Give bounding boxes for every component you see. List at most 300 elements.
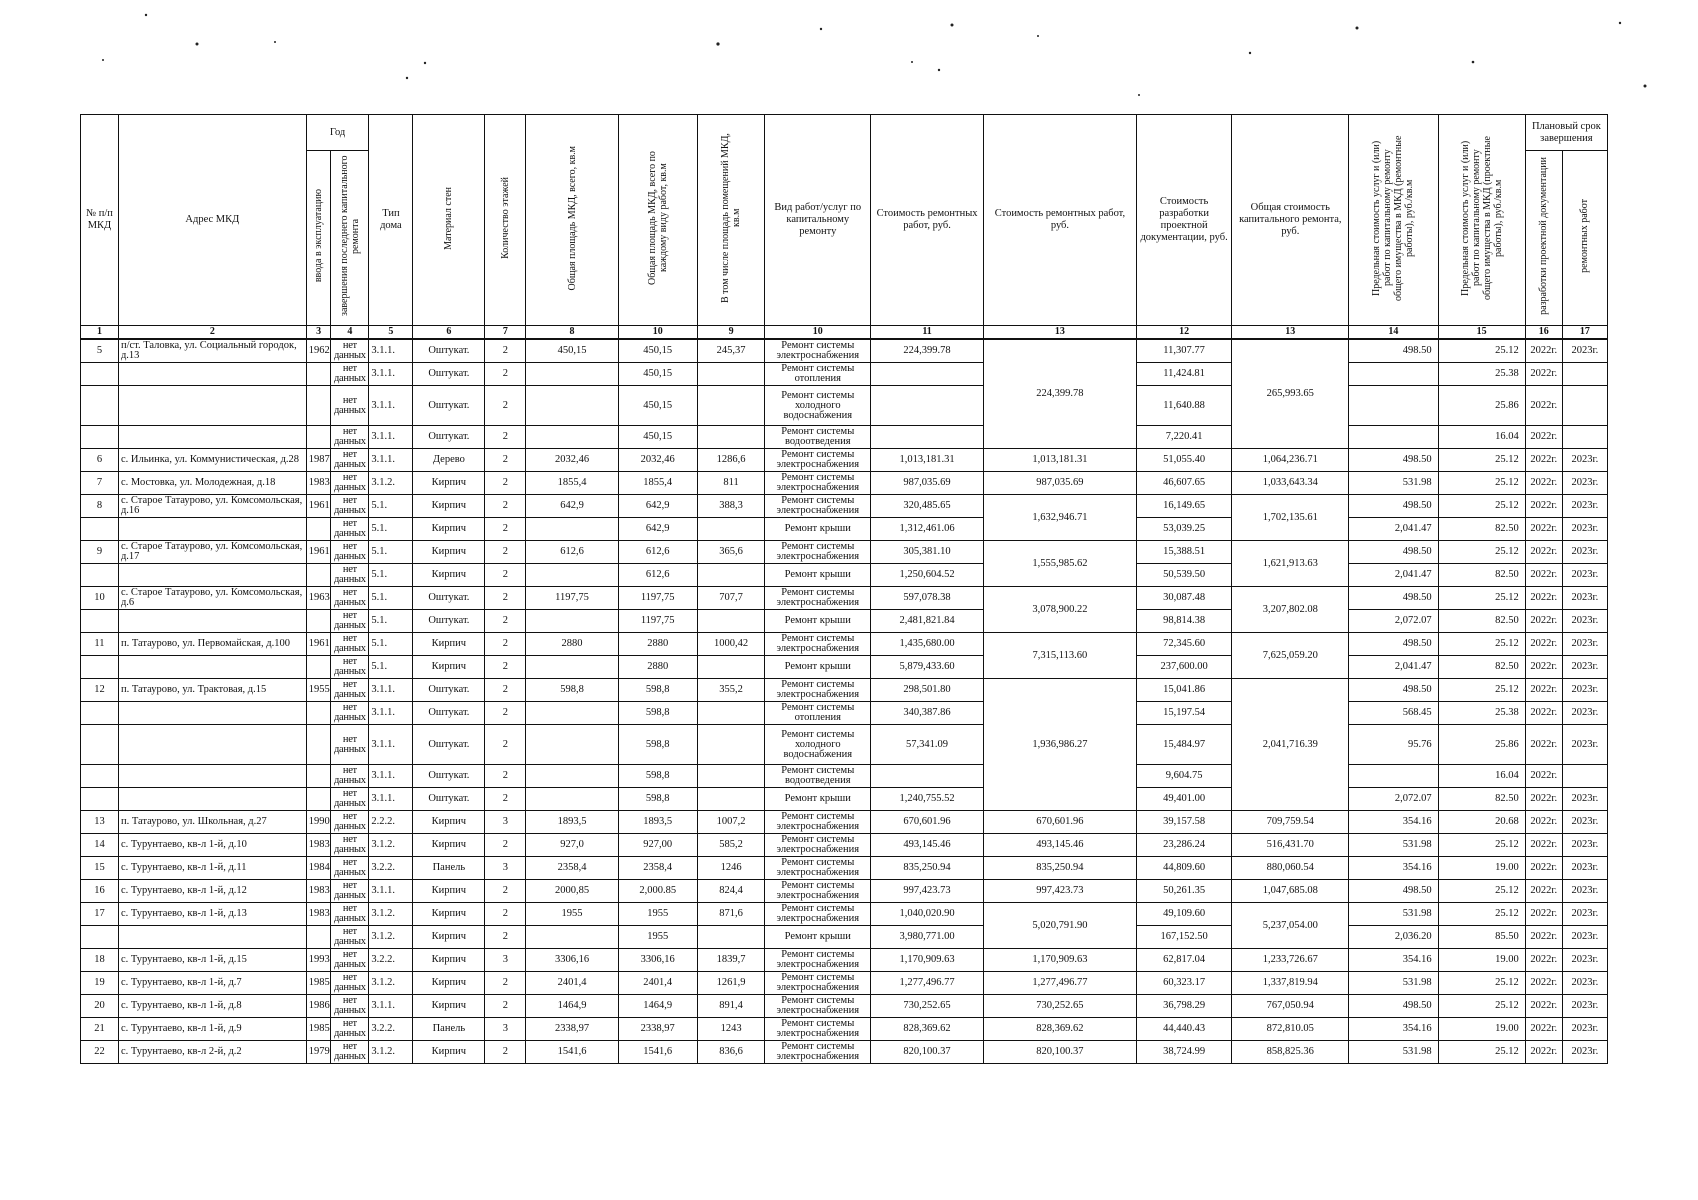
- address-cell: п. Татаурово, ул. Первомайская, д.100: [118, 633, 306, 656]
- planned-repair-cell: 2023г.: [1562, 564, 1607, 587]
- work-cost-cell: 1,170,909.63: [871, 949, 984, 972]
- planned-design-cell: 2022г.: [1525, 339, 1562, 363]
- work-type-cell: Ремонт системы электроснабжения: [765, 1041, 871, 1064]
- floors-cell: 2: [485, 702, 526, 725]
- planned-repair-cell: 2023г.: [1562, 857, 1607, 880]
- residential-area-cell: [697, 926, 765, 949]
- design-cost-cell: 38,724.99: [1136, 1041, 1231, 1064]
- table-row: [81, 903, 1608, 926]
- last-repair-cell: нет данных: [331, 834, 369, 857]
- area-by-work-cell: 598,8: [618, 679, 697, 702]
- header-limit-repair: Предельная стоимость услуг и (или) работ по капитальному ремонту общего имущества в МКД (ремонтные работы), руб./кв.м: [1349, 115, 1438, 326]
- work-type-cell: Ремонт системы электроснабжения: [765, 857, 871, 880]
- header-address: Адрес МКД: [118, 115, 306, 326]
- last-repair-cell: нет данных: [331, 363, 369, 386]
- design-cost-cell: 46,607.65: [1136, 472, 1231, 495]
- limit-design-cell: 25.12: [1438, 679, 1525, 702]
- area-by-work-cell: 1955: [618, 926, 697, 949]
- area-by-work-cell: 2880: [618, 656, 697, 679]
- floors-cell: 2: [485, 564, 526, 587]
- last-repair-cell: нет данных: [331, 926, 369, 949]
- address-cell: с. Старое Татаурово, ул. Комсомольская, д.17: [118, 541, 306, 564]
- limit-design-cell: 82.50: [1438, 610, 1525, 633]
- header-planned: Плановый срок завершения: [1525, 115, 1607, 151]
- limit-design-cell: 25.12: [1438, 633, 1525, 656]
- work-cost-cell: 820,100.37: [871, 1041, 984, 1064]
- row-number-cell: [81, 426, 119, 449]
- floors-cell: 2: [485, 587, 526, 610]
- planned-repair-cell: 2023г.: [1562, 518, 1607, 541]
- house-type-cell: 3.1.1.: [369, 995, 413, 1018]
- table-row: [81, 495, 1608, 518]
- area-by-work-cell: 3306,16: [618, 949, 697, 972]
- limit-design-cell: 82.50: [1438, 564, 1525, 587]
- total-area-cell: 1197,75: [526, 587, 618, 610]
- work-type-cell: Ремонт системы отопления: [765, 702, 871, 725]
- residential-area-cell: 1261,9: [697, 972, 765, 995]
- table-row: [81, 811, 1608, 834]
- house-type-cell: 3.1.1.: [369, 788, 413, 811]
- year-commission-cell: [306, 426, 331, 449]
- last-repair-cell: нет данных: [331, 518, 369, 541]
- planned-design-cell: 2022г.: [1525, 472, 1562, 495]
- address-cell: с. Турунтаево, кв-л 1-й, д.10: [118, 834, 306, 857]
- header-num-mkd: № п/п МКД: [81, 115, 119, 326]
- work-cost-cell: 835,250.94: [871, 857, 984, 880]
- floors-cell: 2: [485, 656, 526, 679]
- limit-repair-cell: 531.98: [1349, 834, 1438, 857]
- header-year: Год: [306, 115, 369, 151]
- last-repair-cell: нет данных: [331, 949, 369, 972]
- planned-repair-cell: 2023г.: [1562, 339, 1607, 363]
- table-row: [81, 610, 1608, 633]
- total-area-cell: 2000,85: [526, 880, 618, 903]
- total-area-cell: [526, 926, 618, 949]
- planned-repair-cell: 2023г.: [1562, 1041, 1607, 1064]
- house-type-cell: 3.1.1.: [369, 725, 413, 765]
- planned-design-cell: 2022г.: [1525, 1018, 1562, 1041]
- year-commission-cell: 1962: [306, 339, 331, 363]
- header-work-cost-total: Стоимость ремонтных работ, руб.: [983, 115, 1136, 326]
- work-cost-total-cell: 1,632,946.71: [983, 495, 1136, 541]
- planned-repair-cell: 2023г.: [1562, 495, 1607, 518]
- house-type-cell: 3.1.2.: [369, 472, 413, 495]
- residential-area-cell: [697, 725, 765, 765]
- floors-cell: 2: [485, 788, 526, 811]
- wall-material-cell: Панель: [413, 857, 485, 880]
- planned-design-cell: 2022г.: [1525, 926, 1562, 949]
- total-cost-cell: 2,041,716.39: [1232, 679, 1349, 811]
- last-repair-cell: нет данных: [331, 857, 369, 880]
- total-area-cell: [526, 363, 618, 386]
- planned-design-cell: 2022г.: [1525, 426, 1562, 449]
- total-cost-cell: 3,207,802.08: [1232, 587, 1349, 633]
- limit-repair-cell: 568.45: [1349, 702, 1438, 725]
- wall-material-cell: Кирпич: [413, 472, 485, 495]
- header-planned-repair: ремонтных работ: [1562, 151, 1607, 326]
- year-commission-cell: 1983: [306, 880, 331, 903]
- work-cost-total-cell: 3,078,900.22: [983, 587, 1136, 633]
- limit-repair-cell: 354.16: [1349, 1018, 1438, 1041]
- design-cost-cell: 167,152.50: [1136, 926, 1231, 949]
- work-type-cell: Ремонт крыши: [765, 610, 871, 633]
- area-by-work-cell: 2032,46: [618, 449, 697, 472]
- area-by-work-cell: 450,15: [618, 386, 697, 426]
- house-type-cell: 3.1.1.: [369, 386, 413, 426]
- limit-repair-cell: 95.76: [1349, 725, 1438, 765]
- planned-design-cell: 2022г.: [1525, 903, 1562, 926]
- year-commission-cell: 1961: [306, 541, 331, 564]
- house-type-cell: 3.2.2.: [369, 949, 413, 972]
- floors-cell: 2: [485, 472, 526, 495]
- row-number-cell: 11: [81, 633, 119, 656]
- floors-cell: 3: [485, 811, 526, 834]
- column-number: 12: [1136, 326, 1231, 340]
- area-by-work-cell: 450,15: [618, 426, 697, 449]
- wall-material-cell: Оштукат.: [413, 339, 485, 363]
- wall-material-cell: Оштукат.: [413, 610, 485, 633]
- work-cost-total-cell: 835,250.94: [983, 857, 1136, 880]
- wall-material-cell: Кирпич: [413, 518, 485, 541]
- floors-cell: 2: [485, 386, 526, 426]
- residential-area-cell: 1007,2: [697, 811, 765, 834]
- work-type-cell: Ремонт системы электроснабжения: [765, 834, 871, 857]
- limit-repair-cell: 2,041.47: [1349, 518, 1438, 541]
- total-area-cell: 642,9: [526, 495, 618, 518]
- floors-cell: 2: [485, 449, 526, 472]
- limit-design-cell: 25.86: [1438, 386, 1525, 426]
- planned-repair-cell: 2023г.: [1562, 995, 1607, 1018]
- limit-design-cell: 16.04: [1438, 765, 1525, 788]
- planned-design-cell: 2022г.: [1525, 995, 1562, 1018]
- table-row: [81, 472, 1608, 495]
- address-cell: с. Турунтаево, кв-л 1-й, д.15: [118, 949, 306, 972]
- planned-repair-cell: 2023г.: [1562, 972, 1607, 995]
- total-area-cell: [526, 765, 618, 788]
- total-area-cell: [526, 518, 618, 541]
- year-commission-cell: 1979: [306, 1041, 331, 1064]
- total-cost-cell: 767,050.94: [1232, 995, 1349, 1018]
- total-cost-cell: 872,810.05: [1232, 1018, 1349, 1041]
- address-cell: [118, 610, 306, 633]
- work-type-cell: Ремонт системы электроснабжения: [765, 1018, 871, 1041]
- planned-repair-cell: 2023г.: [1562, 610, 1607, 633]
- planned-repair-cell: 2023г.: [1562, 1018, 1607, 1041]
- total-area-cell: 2880: [526, 633, 618, 656]
- table-row: [81, 386, 1608, 426]
- floors-cell: 2: [485, 633, 526, 656]
- table-row: [81, 949, 1608, 972]
- area-by-work-cell: 1955: [618, 903, 697, 926]
- row-number-cell: [81, 386, 119, 426]
- column-number: 17: [1562, 326, 1607, 340]
- residential-area-cell: [697, 656, 765, 679]
- design-cost-cell: 15,197.54: [1136, 702, 1231, 725]
- work-cost-cell: 1,240,755.52: [871, 788, 984, 811]
- column-number: 6: [413, 326, 485, 340]
- area-by-work-cell: 1541,6: [618, 1041, 697, 1064]
- house-type-cell: 3.1.1.: [369, 679, 413, 702]
- floors-cell: 2: [485, 426, 526, 449]
- address-cell: [118, 725, 306, 765]
- residential-area-cell: 585,2: [697, 834, 765, 857]
- area-by-work-cell: 598,8: [618, 788, 697, 811]
- planned-design-cell: 2022г.: [1525, 834, 1562, 857]
- planned-repair-cell: 2023г.: [1562, 656, 1607, 679]
- last-repair-cell: нет данных: [331, 903, 369, 926]
- total-cost-cell: 1,047,685.08: [1232, 880, 1349, 903]
- last-repair-cell: нет данных: [331, 1018, 369, 1041]
- limit-repair-cell: 354.16: [1349, 811, 1438, 834]
- house-type-cell: 3.1.1.: [369, 426, 413, 449]
- address-cell: п. Татаурово, ул. Трактовая, д.15: [118, 679, 306, 702]
- planned-design-cell: 2022г.: [1525, 564, 1562, 587]
- work-type-cell: Ремонт крыши: [765, 564, 871, 587]
- year-commission-cell: 1983: [306, 472, 331, 495]
- total-cost-cell: 1,064,236.71: [1232, 449, 1349, 472]
- limit-design-cell: 25.12: [1438, 587, 1525, 610]
- work-type-cell: Ремонт системы водоотведения: [765, 426, 871, 449]
- address-cell: [118, 518, 306, 541]
- planned-repair-cell: [1562, 426, 1607, 449]
- work-type-cell: Ремонт системы электроснабжения: [765, 903, 871, 926]
- address-cell: п/ст. Таловка, ул. Социальный городок, д.13: [118, 339, 306, 363]
- column-number: 14: [1349, 326, 1438, 340]
- limit-design-cell: 25.12: [1438, 1041, 1525, 1064]
- work-type-cell: Ремонт системы водоотведения: [765, 765, 871, 788]
- design-cost-cell: 15,388.51: [1136, 541, 1231, 564]
- house-type-cell: 3.1.1.: [369, 880, 413, 903]
- table-row: [81, 541, 1608, 564]
- work-type-cell: Ремонт системы электроснабжения: [765, 633, 871, 656]
- planned-design-cell: 2022г.: [1525, 857, 1562, 880]
- work-type-cell: Ремонт крыши: [765, 656, 871, 679]
- floors-cell: 2: [485, 339, 526, 363]
- limit-repair-cell: 2,072.07: [1349, 788, 1438, 811]
- design-cost-cell: 237,600.00: [1136, 656, 1231, 679]
- limit-design-cell: 25.12: [1438, 995, 1525, 1018]
- limit-repair-cell: 531.98: [1349, 1041, 1438, 1064]
- year-commission-cell: 1961: [306, 633, 331, 656]
- floors-cell: 2: [485, 903, 526, 926]
- last-repair-cell: нет данных: [331, 610, 369, 633]
- planned-repair-cell: [1562, 765, 1607, 788]
- address-cell: с. Турунтаево, кв-л 1-й, д.12: [118, 880, 306, 903]
- floors-cell: 2: [485, 880, 526, 903]
- work-cost-cell: [871, 386, 984, 426]
- house-type-cell: 5.1.: [369, 495, 413, 518]
- house-type-cell: 3.1.1.: [369, 702, 413, 725]
- wall-material-cell: Кирпич: [413, 972, 485, 995]
- column-number: 9: [697, 326, 765, 340]
- design-cost-cell: 16,149.65: [1136, 495, 1231, 518]
- work-cost-cell: 3,980,771.00: [871, 926, 984, 949]
- limit-design-cell: 25.12: [1438, 339, 1525, 363]
- address-cell: с. Старое Татаурово, ул. Комсомольская, д.6: [118, 587, 306, 610]
- wall-material-cell: Оштукат.: [413, 363, 485, 386]
- year-commission-cell: [306, 564, 331, 587]
- row-number-cell: 19: [81, 972, 119, 995]
- planned-design-cell: 2022г.: [1525, 656, 1562, 679]
- residential-area-cell: [697, 386, 765, 426]
- area-by-work-cell: 1855,4: [618, 472, 697, 495]
- limit-repair-cell: 531.98: [1349, 903, 1438, 926]
- last-repair-cell: нет данных: [331, 426, 369, 449]
- row-number-cell: [81, 656, 119, 679]
- design-cost-cell: 11,640.88: [1136, 386, 1231, 426]
- work-cost-cell: 1,040,020.90: [871, 903, 984, 926]
- limit-repair-cell: 498.50: [1349, 495, 1438, 518]
- column-number: 8: [526, 326, 618, 340]
- wall-material-cell: Кирпич: [413, 495, 485, 518]
- total-area-cell: [526, 610, 618, 633]
- limit-repair-cell: 2,036.20: [1349, 926, 1438, 949]
- design-cost-cell: 50,261.35: [1136, 880, 1231, 903]
- year-commission-cell: 1993: [306, 949, 331, 972]
- floors-cell: 2: [485, 495, 526, 518]
- design-cost-cell: 36,798.29: [1136, 995, 1231, 1018]
- limit-repair-cell: 498.50: [1349, 587, 1438, 610]
- header-total-cost: Общая стоимость капитального ремонта, руб.: [1232, 115, 1349, 326]
- row-number-cell: [81, 610, 119, 633]
- last-repair-cell: нет данных: [331, 633, 369, 656]
- address-cell: [118, 702, 306, 725]
- limit-repair-cell: 2,041.47: [1349, 656, 1438, 679]
- table-row: [81, 834, 1608, 857]
- planned-design-cell: 2022г.: [1525, 811, 1562, 834]
- last-repair-cell: нет данных: [331, 386, 369, 426]
- total-area-cell: [526, 788, 618, 811]
- last-repair-cell: нет данных: [331, 725, 369, 765]
- wall-material-cell: Оштукат.: [413, 587, 485, 610]
- house-type-cell: 3.2.2.: [369, 857, 413, 880]
- address-cell: с. Турунтаево, кв-л 1-й, д.7: [118, 972, 306, 995]
- planned-design-cell: 2022г.: [1525, 587, 1562, 610]
- total-cost-cell: 1,702,135.61: [1232, 495, 1349, 541]
- floors-cell: 2: [485, 610, 526, 633]
- year-commission-cell: 1985: [306, 972, 331, 995]
- work-cost-total-cell: 7,315,113.60: [983, 633, 1136, 679]
- design-cost-cell: 7,220.41: [1136, 426, 1231, 449]
- planned-repair-cell: 2023г.: [1562, 725, 1607, 765]
- design-cost-cell: 44,809.60: [1136, 857, 1231, 880]
- row-number-cell: 18: [81, 949, 119, 972]
- work-type-cell: Ремонт крыши: [765, 926, 871, 949]
- work-type-cell: Ремонт системы электроснабжения: [765, 587, 871, 610]
- total-area-cell: 2338,97: [526, 1018, 618, 1041]
- area-by-work-cell: 598,8: [618, 725, 697, 765]
- limit-repair-cell: 498.50: [1349, 679, 1438, 702]
- total-cost-cell: 709,759.54: [1232, 811, 1349, 834]
- total-area-cell: 2032,46: [526, 449, 618, 472]
- wall-material-cell: Оштукат.: [413, 386, 485, 426]
- work-type-cell: Ремонт системы холодного водоснабжения: [765, 386, 871, 426]
- design-cost-cell: 60,323.17: [1136, 972, 1231, 995]
- residential-area-cell: 388,3: [697, 495, 765, 518]
- planned-design-cell: 2022г.: [1525, 725, 1562, 765]
- planned-design-cell: 2022г.: [1525, 449, 1562, 472]
- last-repair-cell: нет данных: [331, 788, 369, 811]
- limit-design-cell: 25.12: [1438, 903, 1525, 926]
- wall-material-cell: Кирпич: [413, 633, 485, 656]
- work-cost-total-cell: 670,601.96: [983, 811, 1136, 834]
- floors-cell: 3: [485, 1018, 526, 1041]
- area-by-work-cell: 612,6: [618, 541, 697, 564]
- row-number-cell: [81, 926, 119, 949]
- header-year-last-repair: завершения последнего капитального ремонта: [331, 151, 369, 326]
- floors-cell: 2: [485, 765, 526, 788]
- row-number-cell: [81, 702, 119, 725]
- year-commission-cell: 1986: [306, 995, 331, 1018]
- limit-design-cell: 25.12: [1438, 972, 1525, 995]
- house-type-cell: 5.1.: [369, 564, 413, 587]
- work-cost-cell: 997,423.73: [871, 880, 984, 903]
- house-type-cell: 5.1.: [369, 518, 413, 541]
- work-cost-cell: 1,312,461.06: [871, 518, 984, 541]
- work-cost-cell: 57,341.09: [871, 725, 984, 765]
- table-row: [81, 449, 1608, 472]
- row-number-cell: 8: [81, 495, 119, 518]
- residential-area-cell: 355,2: [697, 679, 765, 702]
- planned-repair-cell: 2023г.: [1562, 926, 1607, 949]
- total-area-cell: 450,15: [526, 339, 618, 363]
- total-area-cell: 1464,9: [526, 995, 618, 1018]
- table-row: [81, 339, 1608, 363]
- table-row: [81, 587, 1608, 610]
- address-cell: с. Турунтаево, кв-л 1-й, д.9: [118, 1018, 306, 1041]
- total-area-cell: 2401,4: [526, 972, 618, 995]
- planned-design-cell: 2022г.: [1525, 702, 1562, 725]
- residential-area-cell: [697, 610, 765, 633]
- work-cost-cell: 1,435,680.00: [871, 633, 984, 656]
- work-type-cell: Ремонт системы электроснабжения: [765, 449, 871, 472]
- work-cost-total-cell: 997,423.73: [983, 880, 1136, 903]
- table-row: [81, 426, 1608, 449]
- work-cost-total-cell: 820,100.37: [983, 1041, 1136, 1064]
- planned-repair-cell: 2023г.: [1562, 811, 1607, 834]
- area-by-work-cell: 450,15: [618, 363, 697, 386]
- floors-cell: 2: [485, 518, 526, 541]
- column-number: 13: [1232, 326, 1349, 340]
- table-row: [81, 926, 1608, 949]
- limit-repair-cell: 2,072.07: [1349, 610, 1438, 633]
- limit-design-cell: 25.12: [1438, 495, 1525, 518]
- floors-cell: 2: [485, 1041, 526, 1064]
- limit-repair-cell: 354.16: [1349, 857, 1438, 880]
- work-cost-total-cell: 493,145.46: [983, 834, 1136, 857]
- work-cost-cell: 298,501.80: [871, 679, 984, 702]
- wall-material-cell: Кирпич: [413, 541, 485, 564]
- design-cost-cell: 62,817.04: [1136, 949, 1231, 972]
- row-number-cell: 16: [81, 880, 119, 903]
- year-commission-cell: [306, 656, 331, 679]
- header-area-by-work: Общая площадь МКД, всего по каждому виду работ, кв.м: [618, 115, 697, 326]
- header-wall-material: Материал стен: [413, 115, 485, 326]
- row-number-cell: 21: [81, 1018, 119, 1041]
- address-cell: с. Турунтаево, кв-л 1-й, д.11: [118, 857, 306, 880]
- wall-material-cell: Оштукат.: [413, 788, 485, 811]
- total-cost-cell: 858,825.36: [1232, 1041, 1349, 1064]
- year-commission-cell: [306, 725, 331, 765]
- address-cell: с. Ильинка, ул. Коммунистическая, д.28: [118, 449, 306, 472]
- floors-cell: 2: [485, 972, 526, 995]
- last-repair-cell: нет данных: [331, 972, 369, 995]
- header-total-area: Общая площадь МКД, всего, кв.м: [526, 115, 618, 326]
- work-cost-total-cell: 730,252.65: [983, 995, 1136, 1018]
- column-number: 5: [369, 326, 413, 340]
- limit-design-cell: 25.38: [1438, 702, 1525, 725]
- row-number-cell: 14: [81, 834, 119, 857]
